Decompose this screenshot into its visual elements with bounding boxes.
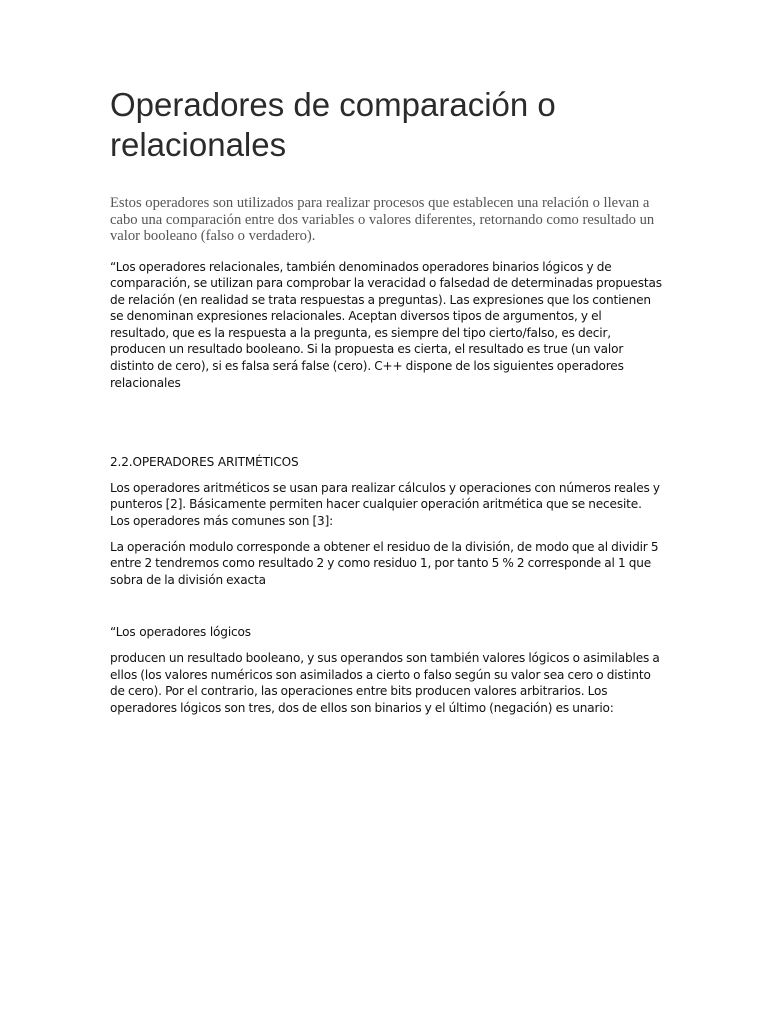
relational-operators-paragraph: “Los operadores relacionales, también denominados operadores binarios lógicos y de comparación, se utilizan para comprobar la veracidad o falsedad de determinadas propuestas de relación (en realidad se trata respuestas a preguntas). Las expresiones que los contienen se denominan expresiones relacionales. Aceptan diversos tipos de argumentos, y el resultado, que es la respuesta a la pregunta, es siempre del tipo cierto/falso, es decir, producen un resultado booleano. Si la propuesta es cierta, el resultado es true (un valor distinto de cero), si es falsa será false (cero). C++ dispone de los siguientes operadores relacionales — [110, 259, 662, 390]
page-title: Operadores de comparación o relacionales — [110, 86, 556, 163]
arithmetic-operators-paragraph: Los operadores aritméticos se usan para realizar cálculos y operaciones con números reales y punteros [2]. Básicamente permiten hacer cualquier operación aritmética que se necesite. Los operadores más comunes son [3]: — [110, 480, 660, 529]
arithmetic-section-heading: 2.2.OPERADORES ARITMÉTICOS — [110, 455, 299, 470]
spacer — [110, 588, 662, 624]
modulo-paragraph: La operación modulo corresponde a obtener el residuo de la división, de modo que al dividir 5 entre 2 tendremos como resultado 2 y como residuo 1, por tanto 5 % 2 corresponde al 1 que sobra de la división exacta — [110, 539, 659, 587]
document-page — [110, 85, 662, 716]
spacer — [110, 471, 662, 480]
logical-operators-paragraph: producen un resultado booleano, y sus operandos son también valores lógicos o asimilables a ellos (los valores numéricos son asimilados a cierto o falso según su valor sea cero o distinto de cero). Por el contrario, las operaciones entre bits producen valores arbitrarios. Los operadores lógicos son tres, dos de ellos son binarios y el último (negación) es unario: — [110, 651, 660, 715]
spacer — [110, 530, 662, 539]
logical-section-heading: “Los operadores lógicos — [110, 625, 251, 640]
spacer — [110, 641, 662, 650]
intro-paragraph: Estos operadores son utilizados para realizar procesos que establecen una relación o llevan a cabo una comparación entre dos variables o valores diferentes, retornando como resultado un valor booleano (falso o verdadero). — [110, 195, 655, 244]
spacer — [110, 391, 662, 454]
